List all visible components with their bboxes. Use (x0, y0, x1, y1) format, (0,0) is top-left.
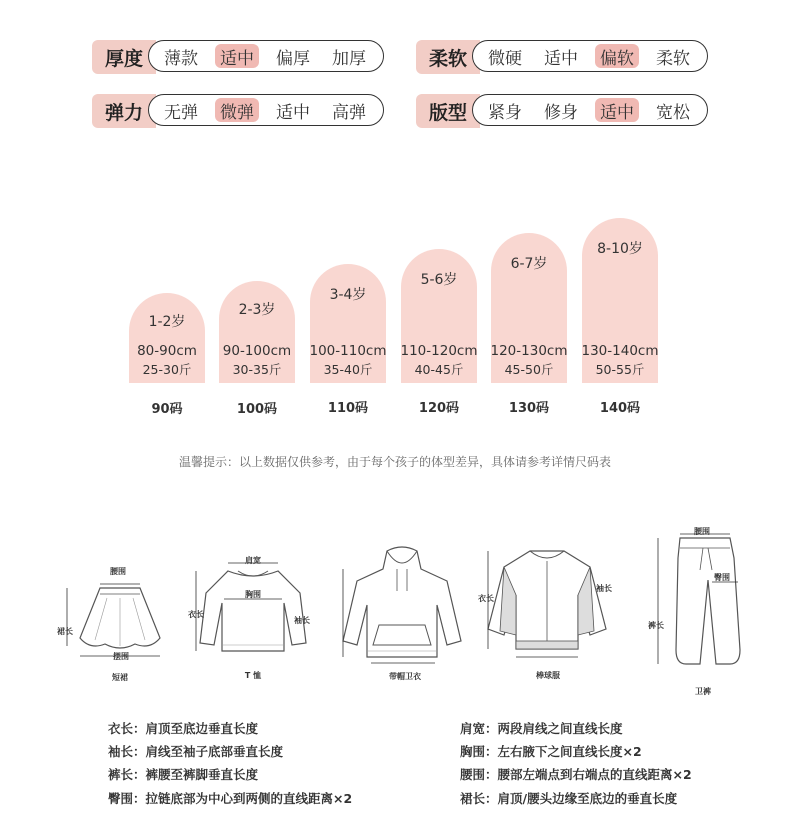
definition-term: 裤长： (108, 767, 146, 782)
attr-options (472, 94, 708, 126)
attr-label: 厚度 (92, 40, 156, 74)
definition-item (460, 742, 642, 760)
definition-desc: 肩线至袖子底部垂直长度 (145, 744, 284, 759)
baseball-jacket-illustration (478, 545, 618, 665)
size-card (582, 218, 658, 383)
shoulder-label: 肩宽 (245, 556, 261, 565)
size-weight: 25-30斤 (142, 362, 192, 377)
hem-label: 摆围 (113, 652, 129, 661)
attr-label: 柔软 (416, 40, 480, 74)
definition-term: 腰围： (460, 767, 498, 782)
skirt-length-label: 裙长 (57, 627, 73, 636)
size-card (129, 293, 205, 383)
definition-item (460, 765, 692, 783)
definition-term: 袖长： (108, 744, 146, 759)
size-card (401, 249, 477, 383)
size-code: 100码 (236, 402, 278, 417)
definition-item (108, 765, 258, 783)
diagram-caption: 棒球服 (536, 671, 560, 680)
definition-term: 臀围： (108, 791, 146, 806)
size-age: 2-3岁 (238, 302, 276, 318)
size-height: 100-110cm (309, 343, 387, 359)
size-code: 140码 (599, 401, 641, 416)
waist-label: 腰围 (694, 527, 710, 536)
notice-text: 温馨提示：以上数据仅供参考，由于每个孩子的体型差异，具体请参考详情尺码表 (178, 455, 611, 469)
diagram-caption: 卫裤 (695, 687, 711, 696)
attr-softness (416, 40, 708, 74)
size-age: 8-10岁 (597, 241, 643, 257)
definition-desc: 左右腋下之间直线长度×2 (497, 744, 642, 759)
hip-label: 臀围 (714, 573, 730, 582)
attr-label: 弹力 (92, 94, 156, 128)
size-height: 130-140cm (581, 343, 659, 359)
length-label: 衣长 (478, 594, 494, 603)
definition-desc: 拉链底部为中心到两侧的直线距离×2 (145, 791, 353, 806)
attr-label: 版型 (416, 94, 480, 128)
hoodie-illustration (335, 545, 470, 670)
waist-label: 腰围 (110, 567, 126, 576)
size-card (310, 264, 386, 383)
size-age: 1-2岁 (148, 314, 186, 330)
attr-option: 微硬 (488, 48, 522, 69)
size-weight: 40-45斤 (414, 362, 464, 377)
size-weight: 50-55斤 (595, 362, 645, 377)
size-height: 120-130cm (490, 343, 568, 359)
attr-option: 柔软 (656, 48, 690, 69)
size-code: 90码 (151, 402, 183, 417)
size-code: 130码 (508, 401, 550, 416)
attr-option: 适中 (544, 48, 578, 69)
attr-thickness (92, 40, 384, 74)
attr-option-selected: 适中 (595, 98, 639, 122)
size-card (491, 233, 567, 383)
size-height: 90-100cm (222, 343, 292, 359)
attr-option: 薄款 (164, 48, 198, 69)
size-weight: 35-40斤 (323, 362, 373, 377)
tshirt-diagram (188, 553, 318, 680)
diagram-caption: T 恤 (244, 671, 262, 680)
size-card (219, 281, 295, 383)
definition-desc: 腰部左端点到右端点的直线距离×2 (497, 767, 692, 782)
chest-label: 胸围 (245, 590, 261, 599)
length-label: 衣长 (188, 610, 204, 619)
diagram-caption: 带帽卫衣 (389, 672, 421, 681)
attr-option: 偏厚 (276, 48, 310, 69)
definition-item (108, 789, 352, 807)
sleeve-label: 袖长 (596, 584, 612, 593)
tshirt-illustration (188, 553, 318, 668)
definition-item (460, 719, 623, 737)
definition-term: 衣长： (108, 721, 146, 736)
size-height: 110-120cm (400, 343, 478, 359)
diagram-caption: 短裙 (112, 673, 128, 682)
attr-elasticity (92, 94, 384, 128)
size-age: 5-6岁 (420, 272, 458, 288)
sleeve-label: 袖长 (294, 616, 310, 625)
definition-term: 裙长： (460, 791, 498, 806)
hoodie-diagram (335, 545, 470, 681)
size-weight: 45-50斤 (504, 362, 554, 377)
attr-option: 紧身 (488, 102, 522, 123)
pants-length-label: 裤长 (648, 621, 664, 630)
attr-option: 宽松 (656, 102, 690, 123)
attr-option: 修身 (544, 102, 578, 123)
attr-fit (416, 94, 708, 128)
sweatpants-diagram (648, 527, 758, 696)
size-age: 3-4岁 (329, 287, 367, 303)
definition-term: 胸围： (460, 744, 498, 759)
size-age: 6-7岁 (510, 256, 548, 272)
definition-desc: 两段肩线之间直线长度 (497, 721, 623, 736)
size-weight: 30-35斤 (232, 362, 282, 377)
attr-option-selected: 微弹 (215, 98, 259, 122)
attr-options (148, 94, 384, 126)
skirt-diagram (55, 567, 185, 682)
attr-option: 加厚 (332, 48, 366, 69)
definition-desc: 肩顶至底边垂直长度 (145, 721, 259, 736)
definition-item (108, 742, 283, 760)
size-height: 80-90cm (137, 343, 197, 359)
size-code: 110码 (327, 401, 369, 416)
definition-desc: 肩顶/腰头边缘至底边的垂直长度 (497, 791, 678, 806)
definition-item (460, 789, 677, 807)
baseball-jacket-diagram (478, 545, 618, 680)
attr-option: 适中 (276, 102, 310, 123)
attr-options (148, 40, 384, 72)
attr-options (472, 40, 708, 72)
definition-term: 肩宽： (460, 721, 498, 736)
size-code: 120码 (418, 401, 460, 416)
attr-option: 高弹 (332, 102, 366, 123)
definition-item (108, 719, 258, 737)
attr-option: 无弹 (164, 102, 198, 123)
attr-option-selected: 偏软 (595, 44, 639, 68)
definition-desc: 裤腰至裤脚垂直长度 (145, 767, 259, 782)
attr-option-selected: 适中 (215, 44, 259, 68)
sweatpants-illustration (648, 530, 758, 680)
